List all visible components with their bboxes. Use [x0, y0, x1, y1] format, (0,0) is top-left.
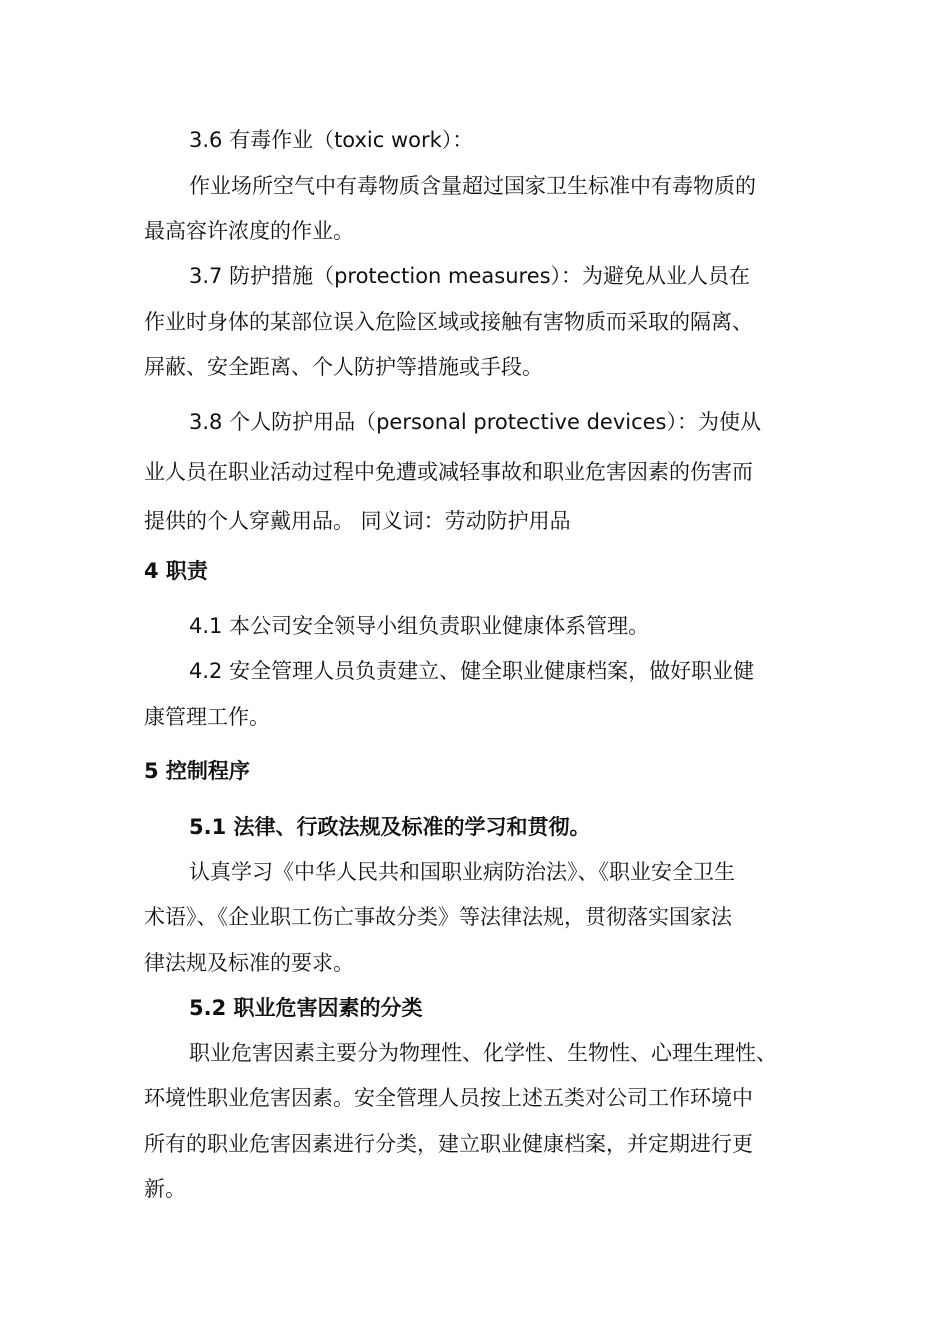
subsection-5-2-heading: 5.2 职业危害因素的分类 [189, 996, 423, 1020]
subsection-5-1-heading: 5.1 法律、行政法规及标准的学习和贯彻。 [189, 815, 591, 839]
term-3-6-heading: 3.6 有毒作业（toxic work）： [189, 128, 474, 152]
paragraph-line: 作业时身体的某部位误入危险区域或接触有害物质而采取的隔离、 [144, 310, 753, 334]
paragraph-line: 律法规及标准的要求。 [144, 951, 354, 975]
clause-4-1: 4.1 本公司安全领导小组负责职业健康体系管理。 [189, 614, 650, 638]
paragraph-line: 术语》、《企业职工伤亡事故分类》等法律法规，贯彻落实国家法 [144, 905, 732, 929]
paragraph-line: 职业危害因素主要分为物理性、化学性、生物性、心理生理性、 [189, 1041, 777, 1065]
paragraph-line: 环境性职业危害因素。安全管理人员按上述五类对公司工作环境中 [144, 1086, 753, 1110]
paragraph-line: 业人员在职业活动过程中免遭或减轻事故和职业危害因素的伤害而 [144, 460, 753, 484]
term-3-8-heading: 3.8 个人防护用品（personal protective devices）：为使从 [189, 410, 761, 434]
section-5-heading: 5 控制程序 [144, 759, 250, 783]
clause-4-2: 4.2 安全管理人员负责建立、健全职业健康档案，做好职业健 [189, 659, 755, 683]
term-3-7-heading: 3.7 防护措施（protection measures）：为避免从业人员在 [189, 264, 751, 288]
paragraph-line: 作业场所空气中有毒物质含量超过国家卫生标准中有毒物质的 [189, 174, 756, 198]
paragraph-line: 提供的个人穿戴用品。 同义词：劳动防护用品 [144, 509, 571, 533]
paragraph-line: 新。 [144, 1177, 186, 1201]
section-4-heading: 4 职责 [144, 559, 208, 583]
paragraph-line: 所有的职业危害因素进行分类，建立职业健康档案，并定期进行更 [144, 1132, 753, 1156]
paragraph-line: 最高容许浓度的作业。 [144, 219, 354, 243]
paragraph-line: 屏蔽、安全距离、个人防护等措施或手段。 [144, 355, 543, 379]
paragraph-line: 康管理工作。 [144, 705, 270, 729]
paragraph-line: 认真学习《中华人民共和国职业病防治法》、《职业安全卫生 [189, 860, 735, 884]
